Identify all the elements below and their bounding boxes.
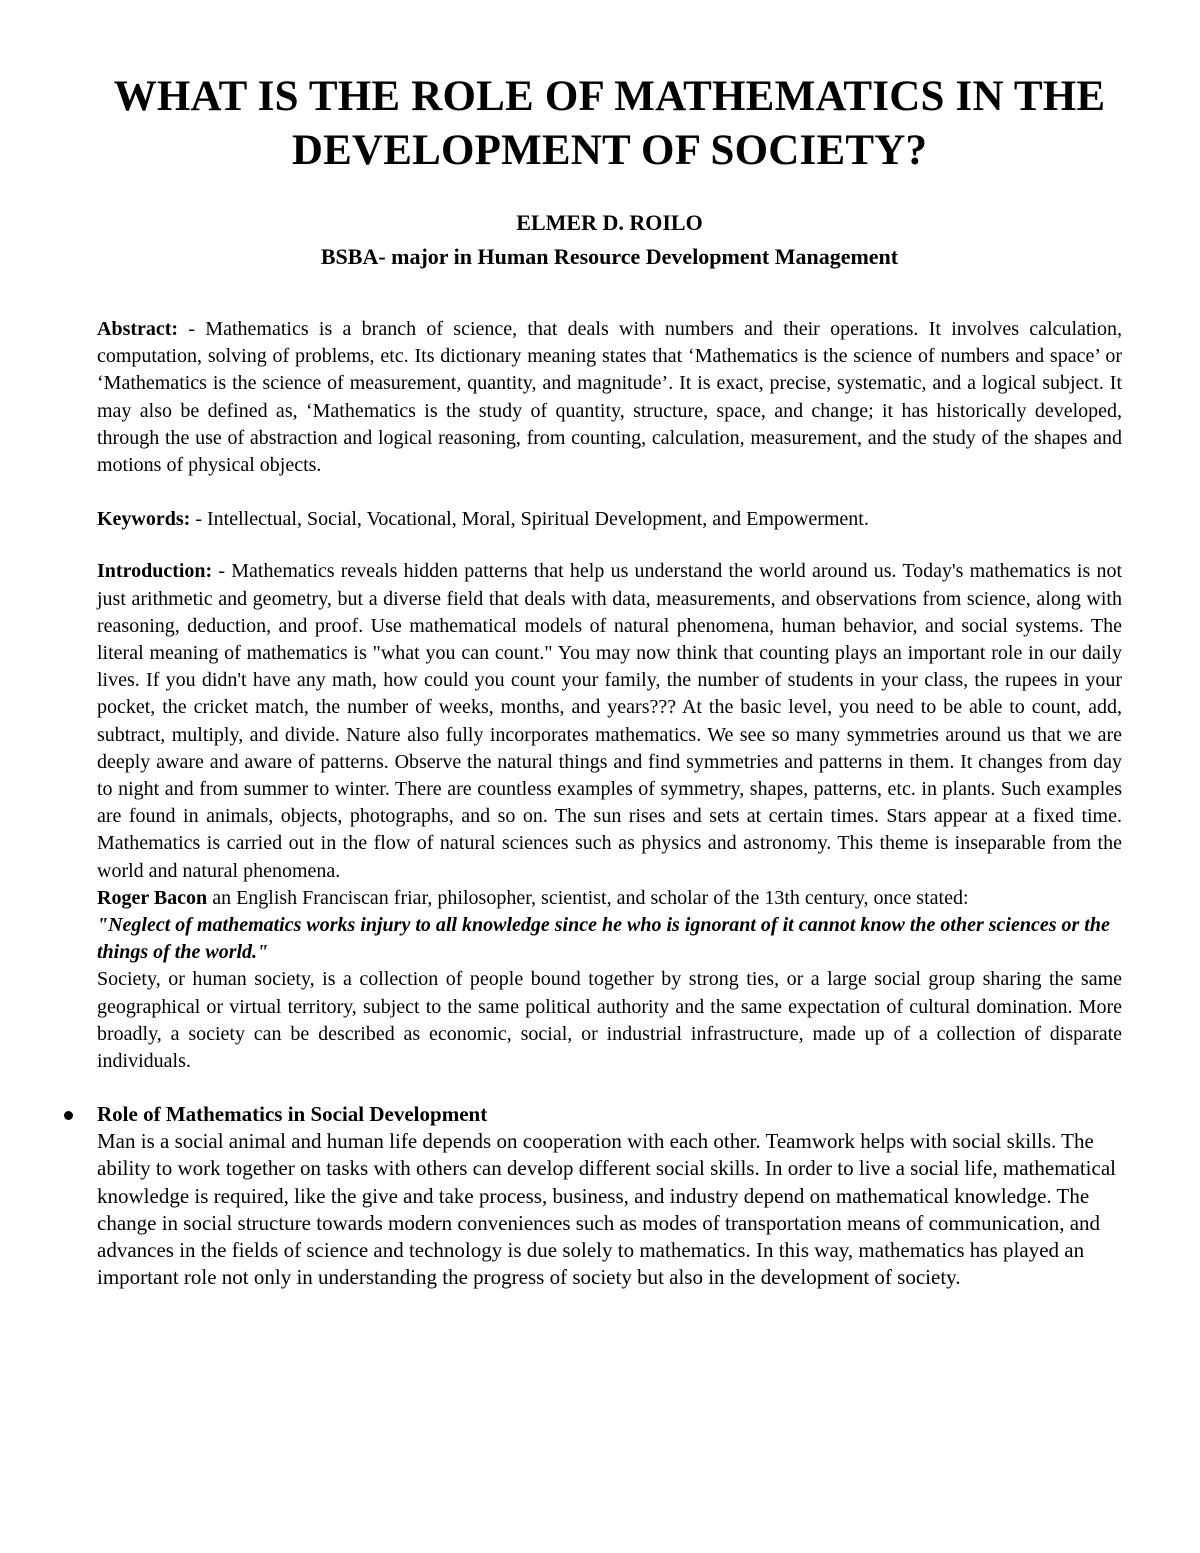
introduction-paragraph	[97, 558, 1122, 884]
document-title: WHAT IS THE ROLE OF MATHEMATICS IN THE DEVELOPMENT OF SOCIETY?	[113, 73, 1106, 174]
section-heading: Role of Mathematics in Social Development	[97, 1102, 488, 1127]
social-development-section	[97, 1101, 1122, 1291]
abstract-paragraph	[97, 316, 1122, 479]
bacon-name: Roger Bacon	[97, 886, 208, 909]
bullet-icon	[64, 1111, 73, 1120]
author-name: ELMER D. ROILO	[516, 210, 703, 235]
bacon-text: an English Franciscan friar, philosopher, scientist, and scholar of the 13th century, once stated:	[207, 886, 969, 909]
keywords-text: - Intellectual, Social, Vocational, Moral, Spiritual Development, and Empowerment.	[190, 508, 869, 531]
introduction-label: Introduction:	[97, 560, 213, 583]
introduction-text: - Mathematics reveals hidden patterns that help us understand the world around us. Today's mathematics is not just arithmetic and geometry, but a diverse field that deals with data, measurements, and observations from science, along with reasoning, deduction, and proof. Use mathematical models of natural phenomena, human behavior, and social systems. The literal meaning of mathematics is "what you can count." You may now think that counting plays an important role in our daily lives. If you didn't have any math, how could you count your family, the number of students in your class, the rupees in your pocket, the cricket match, the number of weeks, months, and years??? At the basic level, you need to be able to count, add, subtract, multiply, and divide. Nature also fully incorporates mathematics. We see so many symmetries around us that we are deeply aware and aware of patterns. Observe the natural things and find symmetries and patterns in them. It changes from day to night and from summer to winter. There are countless examples of symmetry, shapes, patterns, etc. in plants. Such examples are found in animals, objects, photographs, and so on. The sun rises and sets at certain times. Stars appear at a fixed time. Mathematics is carried out in the flow of natural sciences such as physics and astronomy. This theme is inseparable from the world and natural phenomena.	[97, 560, 1122, 882]
keywords-label: Keywords:	[97, 508, 191, 531]
abstract-text: - Mathematics is a branch of science, that deals with numbers and their operations. It involves calculation, computation, solving of problems, etc. Its dictionary meaning states that ‘Mathematics is the science of numbers and space’ or ‘Mathematics is the science of measurement, quantity, and magnitude’. It is exact, precise, systematic, and a logical subject. It may also be defined as, ‘Mathematics is the study of quantity, structure, space, and change; it has historically developed, through the use of abstraction and logical reasoning, from counting, calculation, measurement, and the study of the shapes and motions of physical objects.	[97, 318, 1122, 477]
author-course: BSBA- major in Human Resource Development Management	[320, 244, 899, 269]
society-paragraph: Society, or human society, is a collection of people bound together by strong ties, or a large social group sharing the same geographical or virtual territory, subject to the same political authority and the same expectation of cultural domination. More broadly, a society can be described as economic, social, or industrial infrastructure, made up of a collection of disparate individuals.	[97, 968, 1122, 1073]
document-page	[97, 70, 1122, 1292]
abstract-label: Abstract:	[97, 318, 179, 340]
bacon-quote: "Neglect of mathematics works injury to all knowledge since he who is ignorant of it cannot know the other sciences or the things of the world."	[97, 914, 1110, 964]
section-body: Man is a social animal and human life depends on cooperation with each other. Teamwork helps with social skills. The ability to work together on tasks with others can develop different social skills. In order to live a social life, mathematical knowledge is required, like the give and take process, business, and industry depend on mathematical knowledge. The change in social structure towards modern conveniences such as modes of transportation means of communication, and advances in the fields of science and technology is due solely to mathematics. In this way, mathematics has played an important role not only in understanding the progress of society but also in the development of society.	[97, 1129, 1116, 1290]
author-block	[97, 206, 1122, 274]
keywords-paragraph	[97, 506, 1122, 533]
bacon-paragraph	[97, 885, 1122, 912]
